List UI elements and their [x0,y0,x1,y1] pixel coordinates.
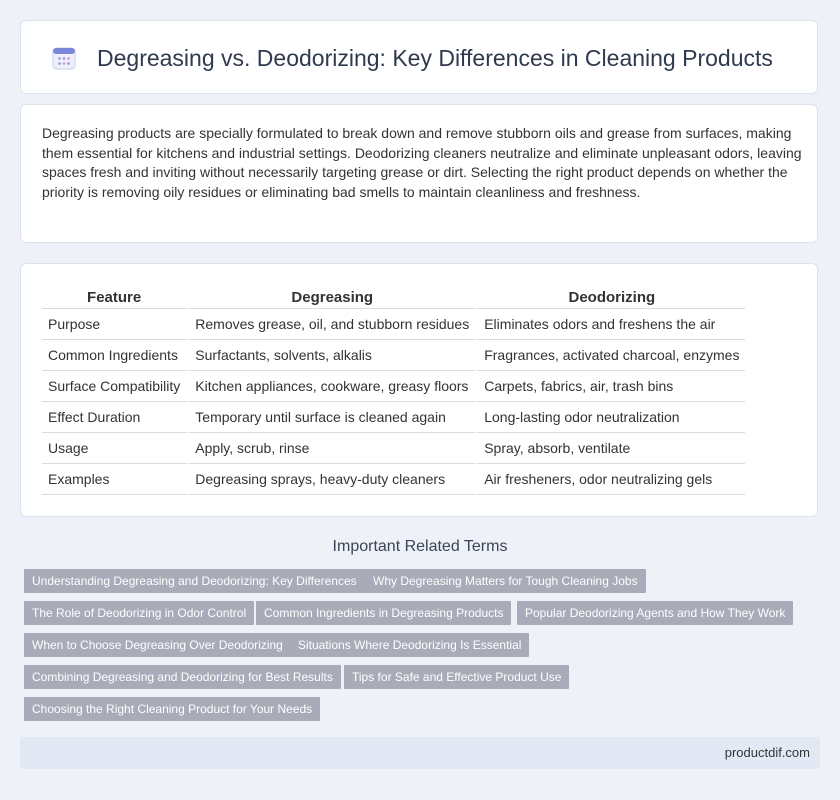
table-cell: Removes grease, oil, and stubborn residues [186,309,475,340]
related-term-tag[interactable]: Popular Deodorizing Agents and How They Work [517,601,793,625]
related-term-tag[interactable]: Tips for Safe and Effective Product Use [344,665,569,689]
related-term-tag[interactable]: Choosing the Right Cleaning Product for Your Needs [24,697,320,721]
header-card [20,20,818,94]
table-cell: Examples [42,464,186,495]
table-cell: Eliminates odors and freshens the air [475,309,745,340]
table-cell: Purpose [42,309,186,340]
header-deodorizing: Deodorizing [475,286,745,309]
related-term-tag[interactable]: Combining Degreasing and Deodorizing for Best Results [24,665,341,689]
table-row [42,402,745,433]
table-cell: Usage [42,433,186,464]
calendar-grid-icon [51,45,77,71]
table-cell: Long-lasting odor neutralization [475,402,745,433]
related-term-tag[interactable]: Understanding Degreasing and Deodorizing: Key Differences [24,569,365,593]
table-cell: Effect Duration [42,402,186,433]
table-cell: Spray, absorb, ventilate [475,433,745,464]
related-term-tag[interactable]: Situations Where Deodorizing Is Essential [290,633,529,657]
related-term-tag[interactable]: Why Degreasing Matters for Tough Cleaning Jobs [365,569,646,593]
related-term-tag[interactable]: The Role of Deodorizing in Odor Control [24,601,254,625]
table-row [42,464,745,495]
table-cell: Air fresheners, odor neutralizing gels [475,464,745,495]
page-title: Degreasing vs. Deodorizing: Key Differences in Cleaning Products [97,45,773,71]
table-row [42,309,745,340]
header-degreasing: Degreasing [186,286,475,309]
table-cell: Kitchen appliances, cookware, greasy floors [186,371,475,402]
intro-card [20,104,818,243]
related-term-tag[interactable]: When to Choose Degreasing Over Deodorizing [24,633,291,657]
table-row [42,433,745,464]
table-cell: Degreasing sprays, heavy-duty cleaners [186,464,475,495]
table-cell: Fragrances, activated charcoal, enzymes [475,340,745,371]
comparison-table [42,286,745,495]
comparison-card [20,263,818,517]
header-feature: Feature [42,286,186,309]
footer-site-link[interactable]: productdif.com [724,745,810,760]
table-cell: Common Ingredients [42,340,186,371]
table-cell: Carpets, fabrics, air, trash bins [475,371,745,402]
table-row [42,340,745,371]
table-cell: Temporary until surface is cleaned again [186,402,475,433]
footer-bar [20,737,820,769]
table-cell: Surface Compatibility [42,371,186,402]
related-terms-title: Important Related Terms [332,538,508,555]
related-term-tag[interactable]: Common Ingredients in Degreasing Products [256,601,511,625]
table-cell: Apply, scrub, rinse [186,433,475,464]
table-cell: Surfactants, solvents, alkalis [186,340,475,371]
table-row [42,371,745,402]
intro-paragraph: Degreasing products are specially formulated to break down and remove stubborn oils and grease from surfaces, making them essential for kitchens and industrial settings. Deodorizing cleaners neutralize and eliminate unpleasant odors, leaving spaces fresh and inviting without necessarily targeting grease or dirt. Selecting the right product depends on whether the priority is removing oily residues or eliminating bad smells to maintain cleanliness and freshness. [42,125,802,200]
table-header-row [42,286,745,309]
